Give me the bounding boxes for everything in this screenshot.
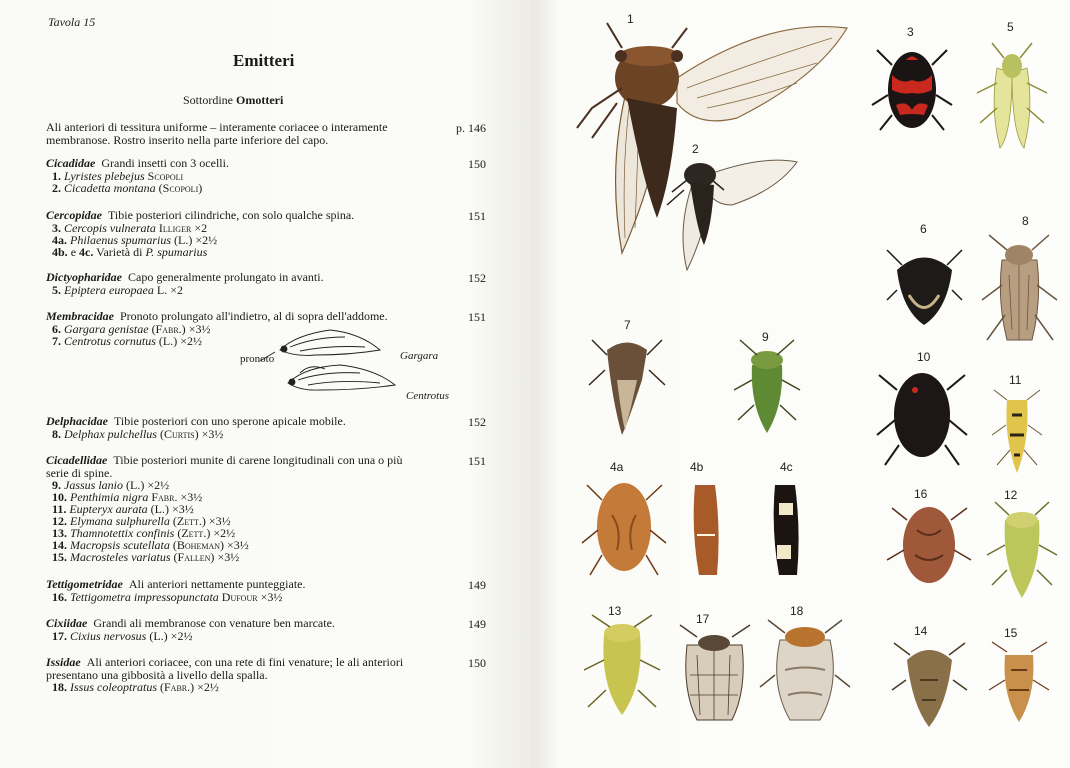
species-magnification: ×2½ [197, 680, 219, 694]
family-description: Ali anteriori nettamente punteggiate. [128, 577, 306, 591]
intro-line-2: membranose. Rostro inserito nella parte inferiore del capo. [46, 133, 329, 147]
suborder-name: Omotteri [236, 93, 284, 107]
figure-label: 1 [627, 12, 634, 26]
figure-label: 3 [907, 25, 914, 39]
family-page-ref: 150 [468, 157, 486, 171]
species-magnification: ×3½ [217, 550, 240, 564]
family-name: Delphacidae [46, 414, 108, 428]
family-name: Cixiidae [46, 616, 88, 630]
species-author: (Zett.) [177, 526, 211, 540]
species-number: 6. [52, 322, 61, 336]
family-page-ref: 151 [468, 454, 486, 468]
variety-entry [52, 246, 207, 259]
species-author: (Zett.) [172, 514, 206, 528]
species-name: Gargara genistae [64, 322, 149, 336]
species-magnification: ×2 [170, 283, 183, 297]
species-author: (L.) [150, 502, 169, 516]
species-number: 16. [52, 590, 67, 604]
figure-label: 6 [920, 222, 927, 236]
figure-label: 18 [790, 604, 804, 618]
species-author: (L.) [158, 334, 178, 348]
family-page-ref: 151 [468, 209, 486, 223]
species-author: Scopoli [147, 169, 184, 183]
species-author: Illiger [158, 221, 192, 235]
figure-label: 5 [1007, 20, 1014, 34]
species-magnification: ×2½ [195, 233, 218, 247]
species-magnification: ×2 [194, 221, 208, 235]
insect-17-cixius [672, 625, 757, 725]
species-magnification: ×2½ [180, 334, 203, 348]
insect-9-jassus [732, 335, 802, 435]
family-page-ref: 149 [468, 578, 486, 592]
species-magnification: ×2½ [213, 526, 236, 540]
species-name: Macropsis scutellata [70, 538, 170, 552]
species-magnification: ×3½ [180, 490, 203, 504]
family-description: Capo generalmente prolungato in avanti. [128, 270, 324, 284]
species-entry [52, 182, 202, 195]
intro-page-ref: p. 146 [456, 121, 486, 135]
species-author: Fabr. [151, 490, 178, 504]
family-description: Tibie posteriori cilindriche, con solo qualche spina. [108, 208, 355, 222]
species-magnification: ×2½ [147, 478, 170, 492]
insect-12-elymana [987, 500, 1057, 600]
figure-label: 11 [1009, 373, 1022, 387]
insect-2-cicadetta [662, 150, 802, 275]
family-name: Membracidae [46, 309, 114, 323]
species-name: Cercopis vulnerata [64, 221, 156, 235]
species-author: (L.) [149, 629, 168, 643]
family-name: Cicadidae [46, 156, 96, 170]
species-author: (Curtis) [159, 427, 199, 441]
left-page [0, 0, 532, 768]
insect-18-issus [760, 615, 850, 725]
family-name: Issidae [46, 655, 81, 669]
family-description: Grandi ali membranose con venature ben marcate. [93, 616, 335, 630]
species-author: Dufour [221, 590, 258, 604]
insect-14-macropsis [892, 635, 967, 730]
species-name: Tettigometra impressopunctata [70, 590, 219, 604]
family-description: Ali anteriori coriacee, con una rete di fini venature; le ali anteriori [86, 655, 404, 669]
variety-number-2: 4c. [79, 245, 94, 259]
family-page-ref: 149 [468, 617, 486, 631]
species-author: (L.) [174, 233, 193, 247]
variety-number: 4b. [52, 245, 68, 259]
species-entry [52, 428, 223, 441]
species-name: Philaenus spumarius [70, 233, 172, 247]
family-name: Cicadellidae [46, 453, 108, 467]
species-name: Macrosteles variatus [70, 550, 171, 564]
insect-7-centrotus [587, 330, 667, 440]
species-magnification: ×3½ [227, 538, 249, 552]
figure-label: 13 [608, 604, 622, 618]
right-page [532, 0, 1070, 768]
species-number: 8. [52, 427, 61, 441]
species-entry [52, 551, 239, 564]
suborder-prefix: Sottordine [183, 93, 233, 107]
species-number: 10. [52, 490, 67, 504]
species-name: Eupteryx aurata [69, 502, 148, 516]
plate-number: Tavola 15 [48, 15, 96, 29]
species-name: Elymana sulphurella [70, 514, 170, 528]
species-number: 1. [52, 169, 61, 183]
page-title: Emitteri [233, 51, 295, 70]
species-magnification: ×3½ [188, 322, 211, 336]
family-name: Tettigometridae [46, 577, 123, 591]
family-page-ref: 152 [468, 271, 486, 285]
family-description-cont: presentano una gibbosità a livello della spalla. [46, 668, 268, 682]
species-name: Centrotus cornutus [64, 334, 156, 348]
species-author: (L.) [126, 478, 145, 492]
insect-3-cercopis [872, 35, 952, 135]
species-name: Cicadetta montana [64, 181, 156, 195]
insect-5-epiptera [972, 38, 1052, 153]
insect-15-macrosteles [987, 640, 1052, 725]
family-description: Grandi insetti con 3 ocelli. [101, 156, 229, 170]
species-name: Delphax pulchellus [64, 427, 157, 441]
species-number: 18. [52, 680, 67, 694]
species-entry [52, 591, 282, 604]
species-author: (Fabr.) [151, 322, 186, 336]
species-name: Lyristes plebejus [64, 169, 145, 183]
species-entry [52, 630, 192, 643]
species-author: (Scopoli) [158, 181, 203, 195]
insect-4b-variety [687, 475, 727, 580]
label-gargara: Gargara [400, 350, 439, 362]
family-name: Cercopidae [46, 208, 102, 222]
species-magnification: ×3½ [208, 514, 231, 528]
insect-8-delphax [977, 230, 1062, 355]
species-magnification: ×2½ [170, 629, 193, 643]
species-name: Thamnotettix confinis [70, 526, 175, 540]
species-entry [52, 335, 202, 348]
species-number: 15. [52, 550, 67, 564]
species-magnification: ×3½ [172, 502, 194, 516]
figure-label: 8 [1022, 214, 1029, 228]
insect-6-gargara [887, 240, 962, 330]
insect-10-penthimia [877, 360, 967, 470]
pronotum-diagram [270, 325, 410, 405]
figure-label: 4a [610, 460, 624, 474]
figure-label: 9 [762, 330, 769, 344]
species-number: 12. [52, 514, 67, 528]
label-centrotus: Centrotus [406, 390, 449, 402]
figure-label: 15 [1004, 626, 1018, 640]
species-author: L. [156, 283, 168, 297]
figure-label: 7 [624, 318, 631, 332]
species-number: 13. [52, 526, 67, 540]
insect-11-eupteryx [992, 385, 1042, 480]
species-author: (Fabr.) [160, 680, 195, 694]
figure-label: 16 [914, 487, 928, 501]
species-entry [52, 284, 183, 297]
suborder-heading [183, 94, 283, 107]
intro-line-1: Ali anteriori di tessitura uniforme – interamente coriacee o interamente [46, 120, 388, 134]
species-author: (Boheman) [172, 538, 224, 552]
variety-text: Varietà di [96, 245, 143, 259]
insect-4c-variety [767, 475, 807, 580]
family-description: Pronoto prolungato all'indietro, al di sopra dell'addome. [120, 309, 388, 323]
variety-species: P. spumarius [145, 245, 208, 259]
species-name: Jassus lanio [64, 478, 124, 492]
figure-label: 17 [696, 612, 710, 626]
family-description: Tibie posteriori munite di carene longitudinali con una o più [113, 453, 403, 467]
figure-label: 12 [1004, 488, 1018, 502]
species-number: 2. [52, 181, 61, 195]
family-page-ref: 150 [468, 656, 486, 670]
insect-16-tettigometra [887, 500, 972, 590]
species-author: (Fallen) [173, 550, 215, 564]
figure-label: 4b [690, 460, 704, 474]
species-name: Penthimia nigra [70, 490, 149, 504]
family-description-cont: serie di spine. [46, 466, 113, 480]
label-pronoto: pronoto [240, 353, 275, 365]
insect-4a-philaenus [582, 475, 667, 580]
species-number: 3. [52, 221, 61, 235]
family-page-ref: 151 [468, 310, 486, 324]
species-number: 4a. [52, 233, 67, 247]
species-number: 14. [52, 538, 67, 552]
figure-label: 2 [692, 142, 699, 156]
figure-label: 10 [917, 350, 931, 364]
species-name: Issus coleoptratus [70, 680, 157, 694]
species-name: Epiptera europaea [64, 283, 154, 297]
figure-label: 14 [914, 624, 928, 638]
species-magnification: ×3½ [201, 427, 224, 441]
species-number: 7. [52, 334, 61, 348]
species-number: 17. [52, 629, 67, 643]
insect-13-thamnotettix [582, 615, 662, 720]
species-name: Cixius nervosus [70, 629, 147, 643]
species-magnification: ×3½ [260, 590, 283, 604]
family-page-ref: 152 [468, 415, 486, 429]
species-entry [52, 681, 219, 694]
species-number: 9. [52, 478, 61, 492]
variety-and: e [70, 245, 77, 259]
species-number: 5. [52, 283, 61, 297]
family-description: Tibie posteriori con uno sperone apicale mobile. [114, 414, 346, 428]
species-number: 11. [52, 502, 67, 516]
figure-label: 4c [780, 460, 793, 474]
family-name: Dictyopharidae [46, 270, 122, 284]
